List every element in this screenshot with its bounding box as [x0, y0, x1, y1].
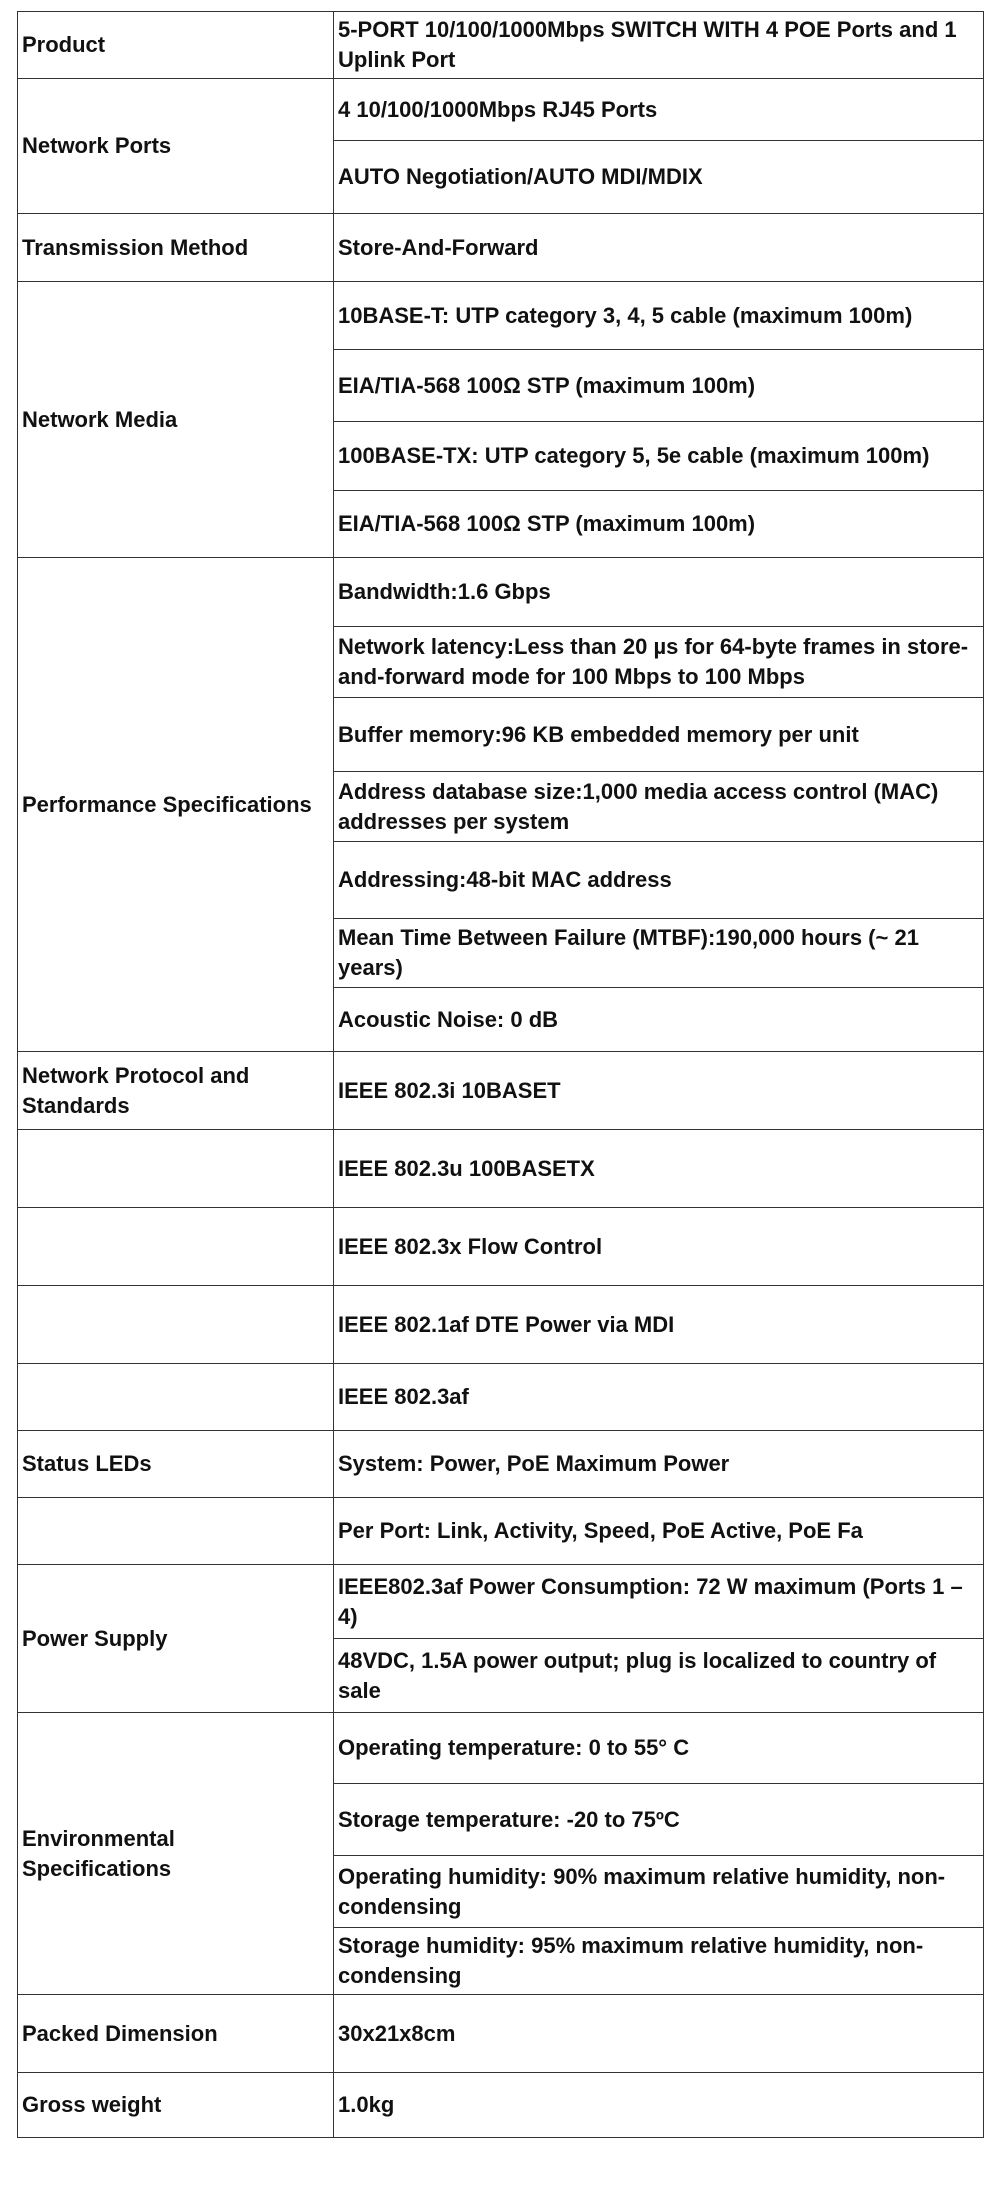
- spec-value: Buffer memory:96 KB embedded memory per unit: [334, 698, 984, 772]
- spec-value: 4 10/100/1000Mbps RJ45 Ports: [334, 79, 984, 141]
- table-row: [18, 214, 984, 282]
- spec-value: Storage humidity: 95% maximum relative humidity, non-condensing: [334, 1928, 984, 1995]
- table-row: [18, 1498, 984, 1565]
- spec-value: 1.0kg: [334, 2073, 984, 2138]
- table-row: [18, 1364, 984, 1431]
- spec-value: IEEE 802.3af: [334, 1364, 984, 1431]
- table-row: [18, 79, 984, 141]
- spec-table: [17, 11, 984, 2138]
- spec-label-performance-specifications: Performance Specifications: [18, 558, 334, 1052]
- spec-value: EIA/TIA-568 100Ω STP (maximum 100m): [334, 491, 984, 558]
- spec-value: Bandwidth:1.6 Gbps: [334, 558, 984, 627]
- table-row: [18, 2073, 984, 2138]
- spec-value: EIA/TIA-568 100Ω STP (maximum 100m): [334, 350, 984, 422]
- spec-value: AUTO Negotiation/AUTO MDI/MDIX: [334, 141, 984, 214]
- spec-label-empty: [18, 1364, 334, 1431]
- spec-value: Operating humidity: 90% maximum relative humidity, non-condensing: [334, 1856, 984, 1928]
- spec-label-empty: [18, 1130, 334, 1208]
- table-row: [18, 1208, 984, 1286]
- spec-label-empty: [18, 1208, 334, 1286]
- table-row: [18, 1130, 984, 1208]
- table-row: [18, 1431, 984, 1498]
- table-row: [18, 1052, 984, 1130]
- spec-label-network-media: Network Media: [18, 282, 334, 558]
- spec-value: IEEE 802.3u 100BASETX: [334, 1130, 984, 1208]
- spec-value: Operating temperature: 0 to 55° C: [334, 1713, 984, 1784]
- spec-value: IEEE802.3af Power Consumption: 72 W maximum (Ports 1 – 4): [334, 1565, 984, 1639]
- spec-label-empty: [18, 1498, 334, 1565]
- table-row: [18, 1565, 984, 1639]
- table-row: [18, 1713, 984, 1784]
- spec-label-network-protocol-and-standards: Network Protocol and Standards: [18, 1052, 334, 1130]
- spec-label-network-ports: Network Ports: [18, 79, 334, 214]
- spec-label-transmission-method: Transmission Method: [18, 214, 334, 282]
- spec-label-gross-weight: Gross weight: [18, 2073, 334, 2138]
- spec-value: 48VDC, 1.5A power output; plug is localized to country of sale: [334, 1639, 984, 1713]
- spec-value: System: Power, PoE Maximum Power: [334, 1431, 984, 1498]
- spec-table-body: [18, 12, 984, 2138]
- spec-value: Addressing:48-bit MAC address: [334, 842, 984, 919]
- table-row: [18, 12, 984, 79]
- spec-label-power-supply: Power Supply: [18, 1565, 334, 1713]
- table-row: [18, 558, 984, 627]
- spec-value: 10BASE-T: UTP category 3, 4, 5 cable (maximum 100m): [334, 282, 984, 350]
- spec-value: 5-PORT 10/100/1000Mbps SWITCH WITH 4 POE Ports and 1 Uplink Port: [334, 12, 984, 79]
- table-row: [18, 1286, 984, 1364]
- spec-value: IEEE 802.3i 10BASET: [334, 1052, 984, 1130]
- spec-label-product: Product: [18, 12, 334, 79]
- table-row: [18, 1995, 984, 2073]
- spec-value: Address database size:1,000 media access control (MAC) addresses per system: [334, 772, 984, 842]
- spec-value: 100BASE-TX: UTP category 5, 5e cable (maximum 100m): [334, 422, 984, 491]
- spec-label-environmental-specifications: Environmental Specifications: [18, 1713, 334, 1995]
- table-row: [18, 282, 984, 350]
- spec-value: 30x21x8cm: [334, 1995, 984, 2073]
- spec-value: Store-And-Forward: [334, 214, 984, 282]
- spec-label-status-leds: Status LEDs: [18, 1431, 334, 1498]
- spec-label-empty: [18, 1286, 334, 1364]
- spec-value: Storage temperature: -20 to 75ºC: [334, 1784, 984, 1856]
- spec-value: IEEE 802.3x Flow Control: [334, 1208, 984, 1286]
- spec-value: Per Port: Link, Activity, Speed, PoE Active, PoE Fa: [334, 1498, 984, 1565]
- spec-value: Network latency:Less than 20 µs for 64-byte frames in store-and-forward mode for 100 Mbps to 100 Mbps: [334, 627, 984, 698]
- spec-label-packed-dimension: Packed Dimension: [18, 1995, 334, 2073]
- spec-value: Mean Time Between Failure (MTBF):190,000 hours (~ 21 years): [334, 919, 984, 988]
- spec-value: Acoustic Noise: 0 dB: [334, 988, 984, 1052]
- spec-value: IEEE 802.1af DTE Power via MDI: [334, 1286, 984, 1364]
